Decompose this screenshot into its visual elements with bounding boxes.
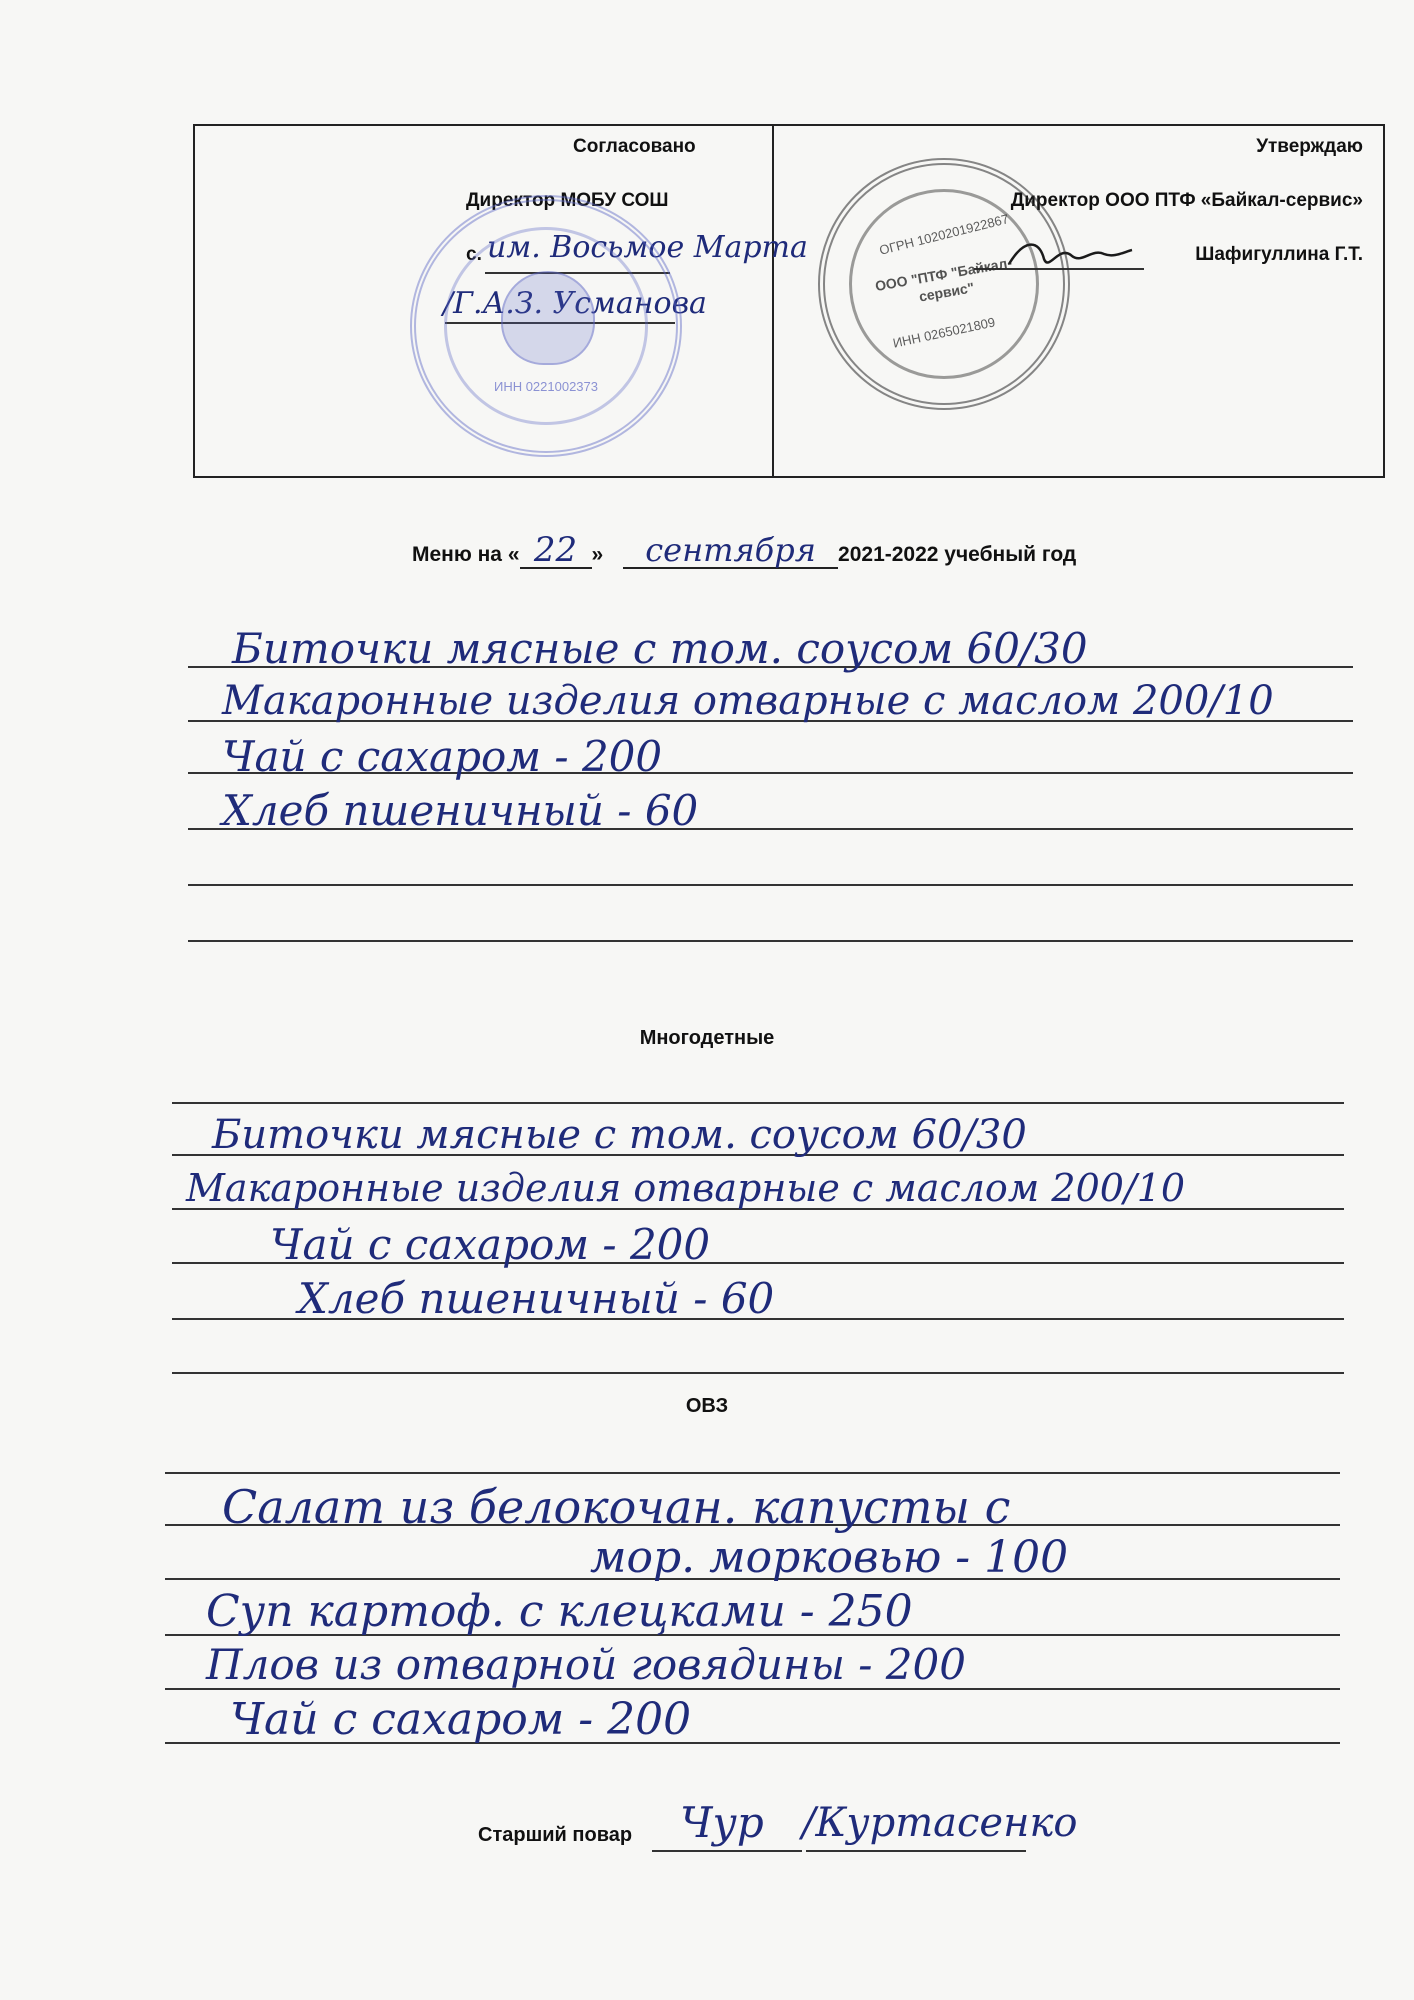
- approve-name: Шафигуллина Г.Т.: [1195, 244, 1363, 265]
- senior-cook-name-underline: [806, 1850, 1026, 1852]
- menu-item: Чай с сахаром - 200: [222, 732, 663, 781]
- school-stamp-inn: ИНН 0221002373: [493, 379, 599, 394]
- menu-item: Биточки мясные с том. соусом 60/30: [232, 624, 1088, 673]
- agreed-label: Согласовано: [573, 136, 696, 157]
- approve-position: Директор ООО ПТФ «Байкал-сервис»: [1010, 190, 1363, 211]
- agreed-position: Директор МОБУ СОШ: [466, 190, 669, 211]
- agreed-village-prefix: с.: [466, 244, 482, 265]
- company-stamp-ogrn: ОГРН 1020201922867: [877, 211, 1011, 258]
- ovz-item: Чай с сахаром - 200: [230, 1694, 692, 1745]
- senior-cook-label: Старший повар: [478, 1824, 633, 1846]
- ovz-item: Суп картоф. с клецками - 250: [206, 1586, 913, 1637]
- menu-month-handwritten: сентября: [645, 531, 816, 569]
- school-stamp: [410, 195, 682, 457]
- menu-item: Хлеб пшеничный - 60: [222, 786, 699, 835]
- emblem-icon: [501, 271, 595, 365]
- senior-cook-name-handwritten: /Куртасенко: [802, 1800, 1078, 1846]
- menu-item: Макаронные изделия отварные с маслом 200/10: [222, 678, 1274, 724]
- large-families-item: Биточки мясные с том. соусом 60/30: [212, 1112, 1027, 1158]
- menu-day-handwritten: 22: [533, 530, 578, 570]
- menu-year: 2021-2022 учебный год: [838, 543, 1077, 566]
- approval-table: [193, 124, 1385, 478]
- menu-header-close-quote: »: [591, 543, 604, 566]
- company-stamp: [818, 158, 1070, 410]
- menu-header-prefix: Меню на «: [412, 543, 520, 566]
- large-families-item: Хлеб пшеничный - 60: [298, 1274, 775, 1323]
- agreed-signature-handwritten: /Г.А.З. Усманова: [443, 286, 707, 321]
- agreed-village-handwritten: им. Восьмое Марта: [487, 230, 808, 265]
- menu-header: [412, 530, 1077, 570]
- ovz-item: мор. морковью - 100: [590, 1532, 1069, 1583]
- ovz-item: Плов из отварной говядины - 200: [206, 1640, 966, 1689]
- ovz-title: ОВЗ: [685, 1395, 729, 1417]
- ovz-item: Салат из белокочан. капусты с: [222, 1480, 1011, 1534]
- company-stamp-inn: ИНН 0265021809: [891, 314, 997, 351]
- large-families-item: Макаронные изделия отварные с маслом 200/10: [186, 1166, 1186, 1210]
- large-families-title: Многодетные: [639, 1027, 775, 1049]
- company-stamp-name: ООО "ПТФ "Байкал-сервис": [873, 254, 1014, 305]
- approve-label: Утверждаю: [1256, 136, 1363, 157]
- large-families-item: Чай с сахаром - 200: [270, 1220, 711, 1269]
- senior-cook-signature-underline: [652, 1850, 802, 1852]
- senior-cook-signature-handwritten: Чур: [680, 1798, 764, 1847]
